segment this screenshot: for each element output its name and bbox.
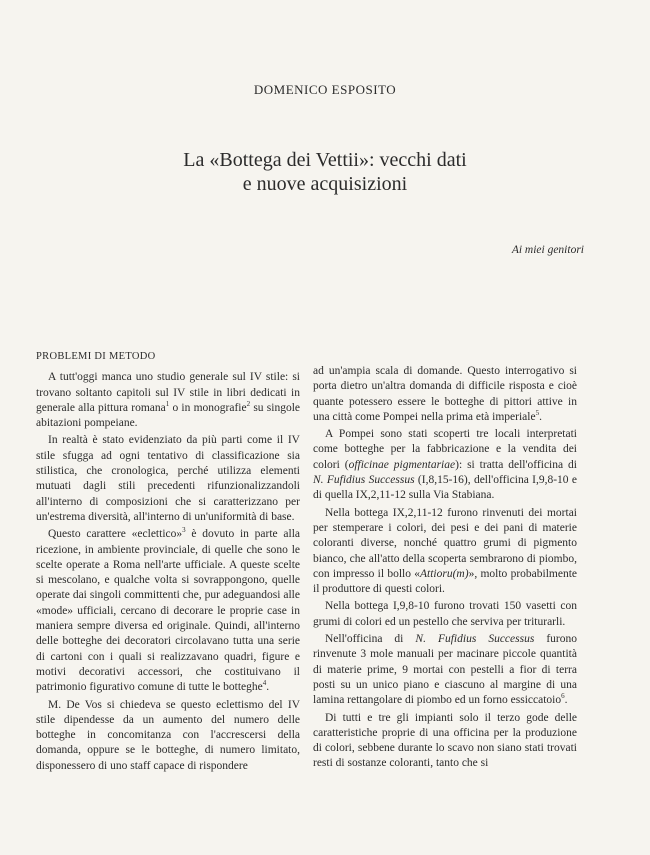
footnote-ref[interactable]: 5 <box>535 409 540 418</box>
footnote-ref[interactable]: 3 <box>182 526 186 535</box>
paragraph: M. De Vos si chiedeva se questo eclettismo del IV stile dipendesse da un aumento del numero delle botteghe in concomitanza con l'accrescersi della domanda, oppure se le botteghe, di numero limitato, disponessero di uno staff capace di rispondere <box>36 698 300 772</box>
footnote-ref[interactable]: 2 <box>246 400 251 409</box>
paragraph: ad un'ampia scala di domande. Questo interrogativo si porta dietro un'altra domanda di difficile risposta e cioè quante potessero essere le botteghe di pittori attive in una città come Pompei nella prima età imperiale$^5$. <box>313 365 577 423</box>
author-name: DOMENICO ESPOSITO <box>253 82 397 97</box>
footnote-ref[interactable]: 6 <box>561 692 565 701</box>
paragraph: A tutt'oggi manca uno studio generale sul IV stile: si trovano soltanto capitoli sul IV stile in libri dedicati in generale alla pittura romana$^1$ o in monografie$^2$ su singole abitazioni pompeiane. <box>36 371 301 430</box>
paragraph: A Pompei sono stati scoperti tre locali interpretati come botteghe per la fabbricazione e la vendita dei colori (officinae pigmentariae): si tratta dell'officina di N. Fufidius Successus (I,8,15-16), dell'officina I,9,8-10 e di quella IX,2,11-12 sulla Via Stabiana. <box>313 428 578 502</box>
title-line-1: La «Bottega dei Vettii»: vecchi dati <box>183 149 467 171</box>
dedication: Ai miei genitori <box>511 244 584 256</box>
section-heading: PROBLEMI DI METODO <box>36 351 156 362</box>
title-line-2: e nuove acquisizioni <box>242 173 408 195</box>
footnote-ref[interactable]: 4 <box>262 679 267 688</box>
paragraph: In realtà è stato evidenziato da più parti come il IV stile sfugga ad ogni tentativo di classificazione sia stilistica, che cronologica, perché utilizza elementi mutuati dagli stili precedenti rifunzionalizzandoli all'interno di composizioni che si caratterizzano per un'estrema diversità, all'interno di un'uniformità di base. <box>36 434 300 523</box>
left-column <box>36 349 300 774</box>
paragraph: Nell'officina di N. Fufidius Successus furono rinvenute 3 mole manuali per macinare piccole quantità di materie prime, 9 mortai con pestelli a fior di terra posti su un unico piano e ciascuno al margine di una lamina rettangolare di piombo ed un forno essiccatoio$^6$. <box>313 633 577 707</box>
footnote-ref[interactable]: 1 <box>165 400 170 409</box>
paragraph: Nella bottega I,9,8-10 furono trovati 150 vasetti con grumi di colori ed un pestello che serviva per triturarli. <box>313 600 577 628</box>
right-column <box>313 364 577 772</box>
article-title <box>0 148 650 196</box>
paragraph: Di tutti e tre gli impianti solo il terzo gode delle caratteristiche proprie di una officina per la produzione di colori, sebbene durante lo scavo non siano stati trovati resti di sostanze coloranti, tanto che si <box>313 711 577 770</box>
paragraph: Nella bottega IX,2,11-12 furono rinvenuti dei mortai per stemperare i colori, dei pesi e dei pani di materie coloranti diverse, nonché quattro grumi di pigmento bianco, che all'atto della scoperta sembrarono di piombo, con impresso il bollo «Attioru(m)», molto probabilmente il produttore di questi colori. <box>313 506 577 596</box>
paragraph: Questo carattere «eclettico»$^3$ è dovuto in parte alla ricezione, in ambiente provinciale, di quelle che sono le scelte operate a Roma nell'arte ufficiale. A queste scelte si mescolano, e qualche volta si sovrappongono, quelle operate dai singoli committenti che, pur adeguandosi alle «mode» ufficiali, cercano di decorare le proprie case in maniera sempre diversa ed originale. Quindi, all'interno delle botteghe dei decoratori circolavano tutta una serie di cartoni con i quali si realizzavano quadri, figure e motivi decorativi accessori, che costituivano il patrimonio figurativo comune di tutte le botteghe$^4$. <box>36 526 300 694</box>
